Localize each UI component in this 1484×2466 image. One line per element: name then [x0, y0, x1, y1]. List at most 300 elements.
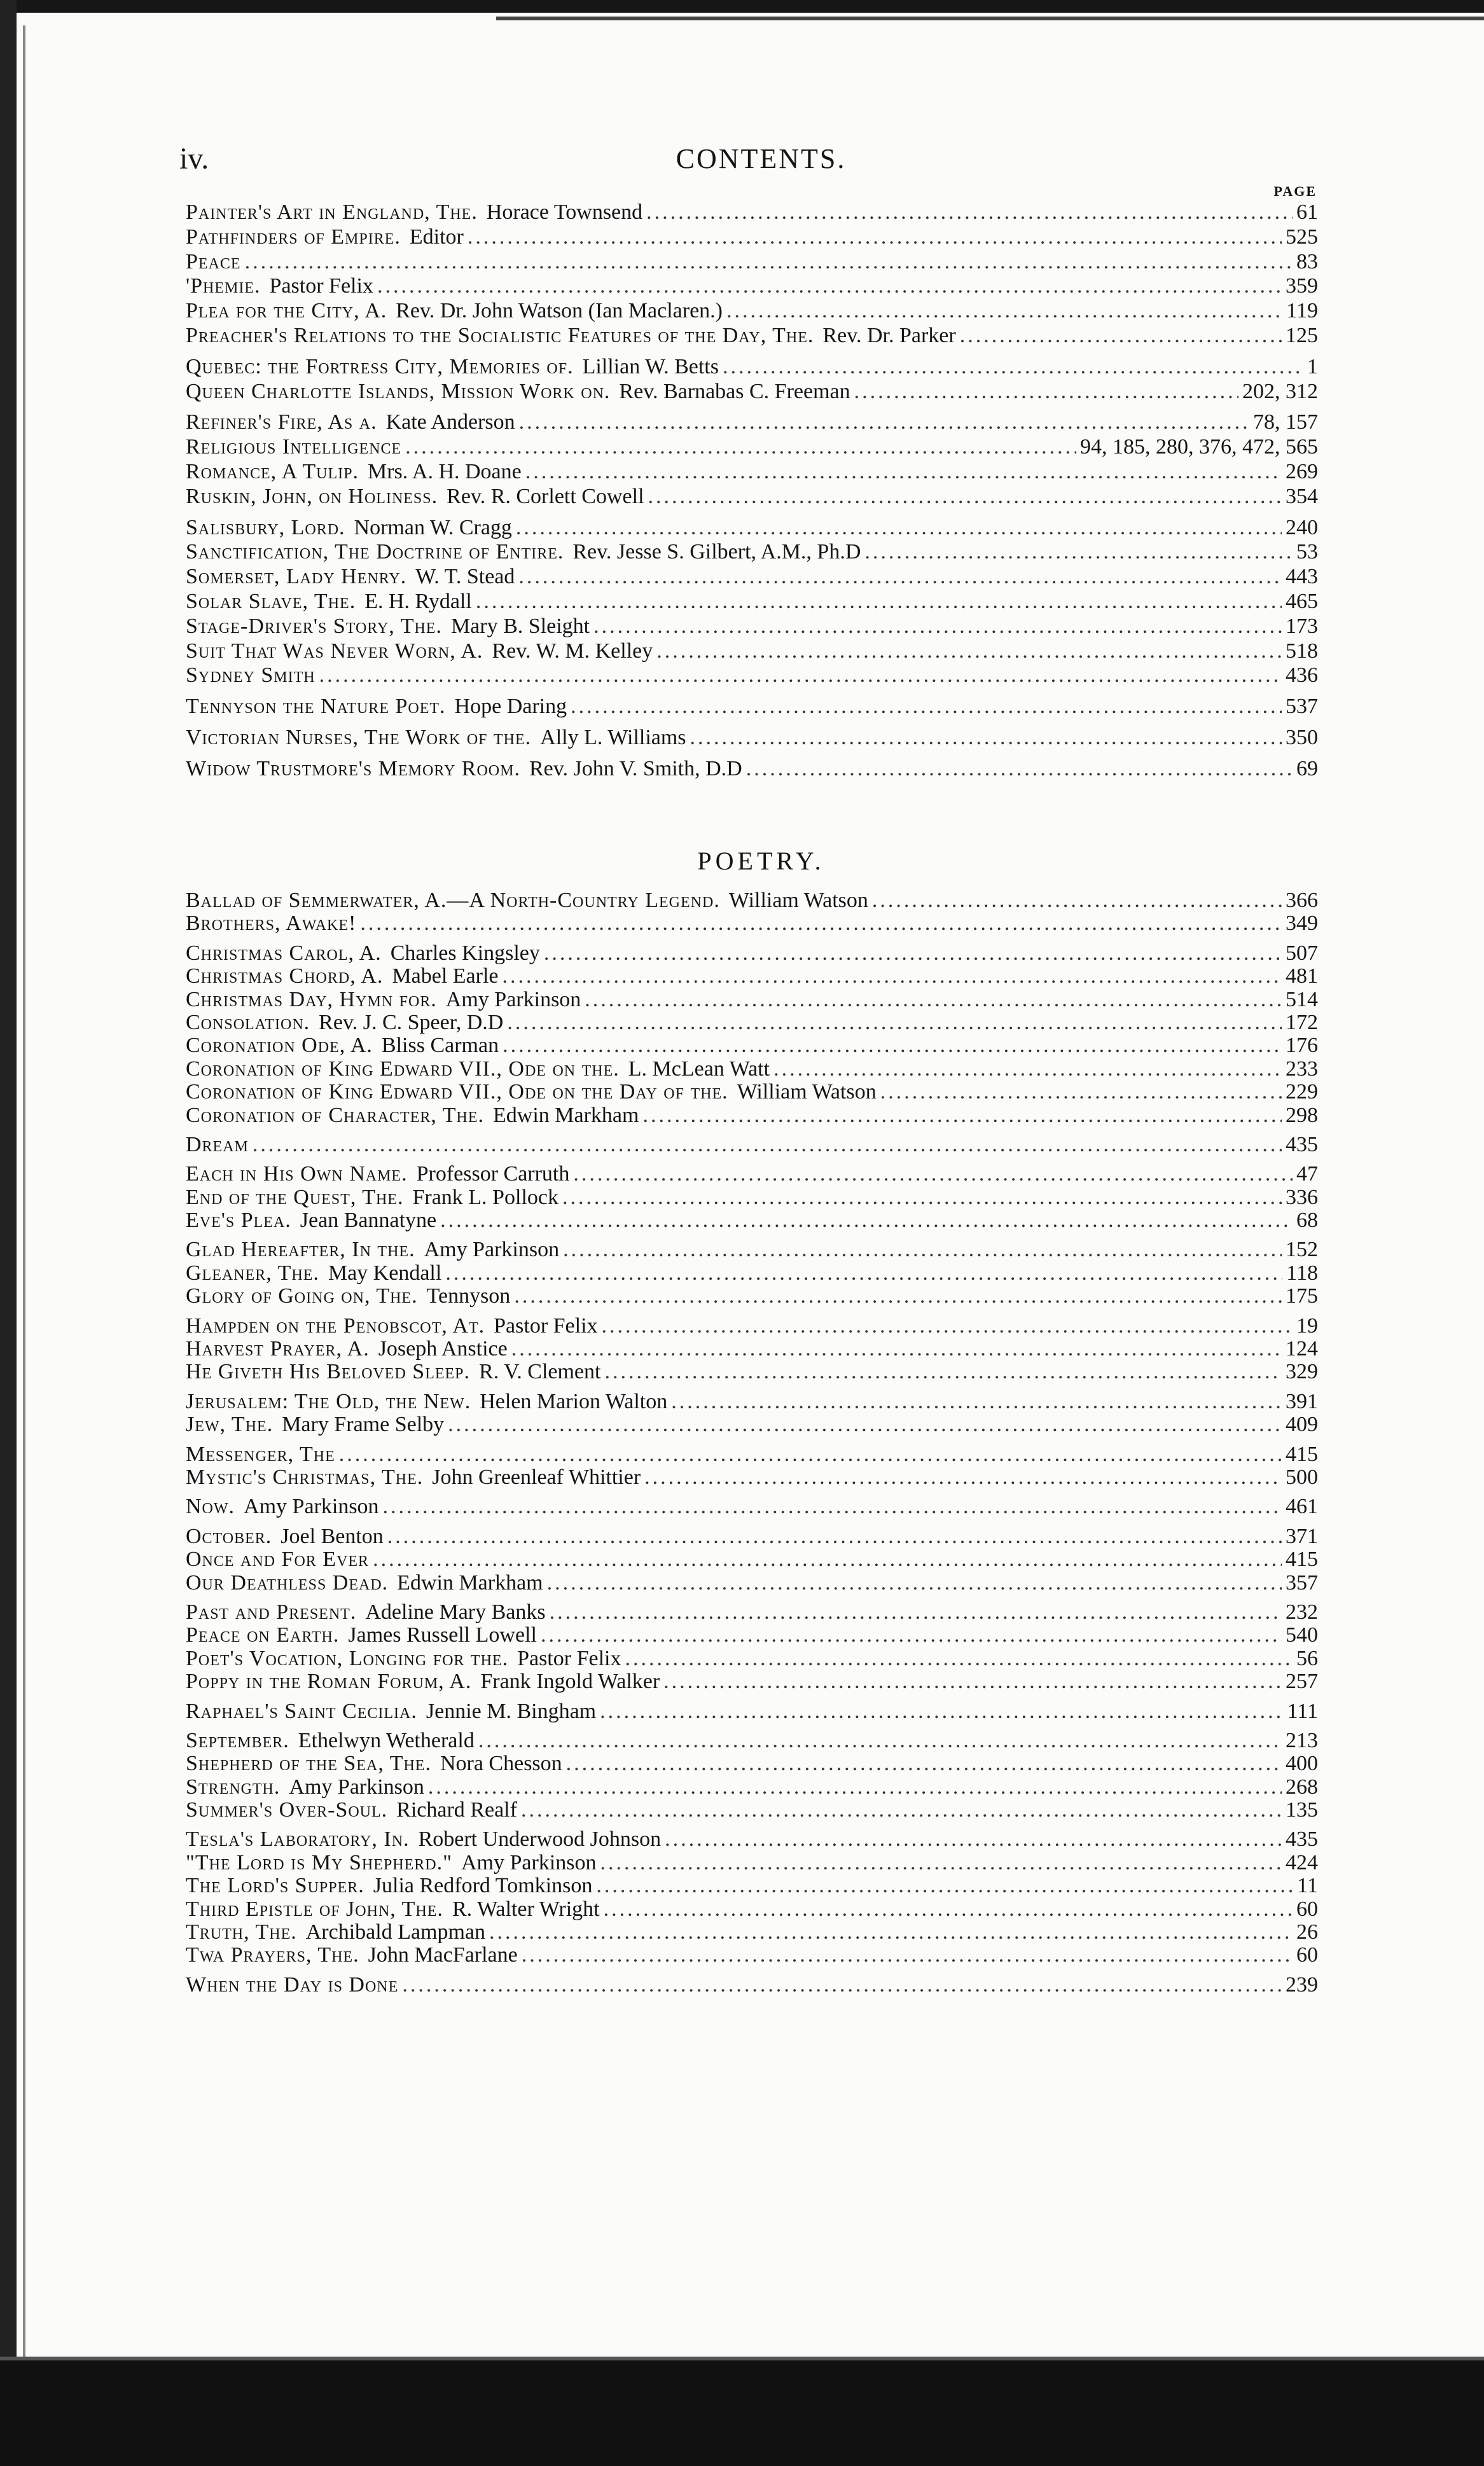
entry-title: Christmas Carol, A. — [186, 941, 382, 965]
entry-title: Jerusalem: The Old, the New. — [186, 1389, 471, 1413]
contents-entry — [186, 1852, 1318, 1874]
entry-title: When the Day is Done — [186, 1972, 399, 1997]
dot-leader — [319, 663, 1282, 688]
entry-author: Rev. Jesse S. Gilbert, A.M., Ph.D — [572, 540, 861, 564]
entry-title: Refiner's Fire, As a. — [186, 410, 377, 434]
dot-leader — [550, 1601, 1282, 1624]
entry-author: Amy Parkinson — [445, 987, 581, 1011]
contents-entry — [186, 1338, 1318, 1361]
entry-title: Harvest Prayer, A. — [186, 1337, 370, 1361]
entry-author: Joel Benton — [281, 1524, 384, 1548]
contents-entry — [186, 590, 1318, 614]
dot-leader — [502, 965, 1282, 988]
contents-entry — [186, 726, 1318, 751]
entry-page-number: 525 — [1286, 225, 1318, 249]
dot-leader — [468, 225, 1282, 250]
entry-title: Jew, The. — [186, 1413, 274, 1437]
contents-entry — [186, 355, 1318, 380]
contents-entry — [186, 942, 1318, 965]
entry-author: Charles Kingsley — [390, 941, 540, 965]
dot-leader — [245, 250, 1293, 275]
entry-title: Plea for the City, A. — [186, 299, 387, 323]
entry-page-number: 232 — [1286, 1600, 1318, 1624]
entry-title: Quebec: the Fortress City, Memories of. — [186, 354, 574, 378]
entry-title: Romance, A Tulip. — [186, 459, 359, 483]
contents-entry — [186, 540, 1318, 565]
contents-entry — [186, 1944, 1318, 1967]
dot-leader — [339, 1443, 1282, 1466]
dot-leader — [253, 1133, 1282, 1156]
dot-leader — [518, 565, 1282, 590]
dot-leader — [562, 1186, 1282, 1209]
dot-leader — [516, 516, 1282, 541]
contents-entry — [186, 410, 1318, 435]
entry-title: "The Lord is My Shepherd." — [186, 1850, 452, 1874]
entry-author: Rev. Barnabas C. Freeman — [619, 379, 850, 403]
dot-leader — [377, 274, 1282, 299]
entry-title: Preacher's Relations to the Socialistic Features of the Day, The. — [186, 323, 814, 347]
entry-page-number: 435 — [1286, 1132, 1318, 1156]
contents-entry — [186, 250, 1318, 275]
entry-title: Mystic's Christmas, The. — [186, 1465, 424, 1489]
contents-entry — [186, 565, 1318, 590]
dot-leader — [519, 410, 1249, 435]
entry-page-number: 500 — [1286, 1465, 1318, 1489]
contents-entry — [186, 1133, 1318, 1156]
entry-page-number: 336 — [1286, 1185, 1318, 1209]
entry-page-number: 465 — [1286, 589, 1318, 613]
dot-leader — [596, 1874, 1293, 1897]
entry-page-number: 172 — [1286, 1010, 1318, 1034]
contents-entry — [186, 1572, 1318, 1595]
entry-title: Brothers, Awake! — [186, 911, 357, 936]
contents-entry — [186, 639, 1318, 664]
dot-leader — [521, 1799, 1282, 1822]
entry-title: Coronation of Character, The. — [186, 1103, 485, 1127]
entry-page-number: 540 — [1286, 1623, 1318, 1647]
entry-title: Peace — [186, 249, 241, 274]
dot-leader — [445, 1262, 1282, 1285]
entry-author: William Watson — [728, 889, 868, 912]
entry-author: Amy Parkinson — [244, 1495, 379, 1519]
poetry-section-heading: POETRY. — [697, 847, 825, 875]
dot-leader — [522, 1944, 1293, 1967]
entry-page-number: 19 — [1296, 1313, 1318, 1338]
entry-page-number: 83 — [1296, 249, 1318, 274]
entry-page-number: 415 — [1286, 1442, 1318, 1466]
entry-title: Dream — [186, 1132, 249, 1156]
entry-author: May Kendall — [328, 1261, 442, 1285]
entry-title: Eve's Plea. — [186, 1209, 291, 1233]
dot-leader — [746, 757, 1293, 782]
contents-entry — [186, 1624, 1318, 1647]
entry-author: Ethelwyn Wetherald — [298, 1728, 475, 1752]
scan-left-border — [0, 0, 17, 2466]
dot-leader — [507, 1011, 1282, 1034]
entry-page-number: 47 — [1296, 1162, 1318, 1186]
contents-entry — [186, 1285, 1318, 1308]
dot-leader — [663, 1670, 1282, 1693]
page-column-label: PAGE — [1273, 183, 1317, 199]
entry-author: Mary Frame Selby — [282, 1413, 445, 1437]
contents-entry — [186, 1466, 1318, 1489]
entry-author: Mrs. A. H. Doane — [367, 459, 522, 483]
entry-title: Sanctification, The Doctrine of Entire. — [186, 540, 564, 564]
entry-page-number: 269 — [1286, 459, 1318, 483]
contents-entry — [186, 663, 1318, 688]
entry-page-number: 359 — [1286, 274, 1318, 298]
page-number: iv. — [179, 142, 209, 176]
dot-leader — [544, 942, 1282, 965]
contents-entry — [186, 1548, 1318, 1571]
entry-page-number: 119 — [1286, 299, 1318, 323]
entry-title: The Lord's Supper. — [186, 1874, 364, 1898]
dot-leader — [726, 299, 1282, 324]
entry-author: Rev. Dr. John Watson (Ian Maclaren.) — [396, 299, 723, 323]
entry-page-number: 60 — [1296, 1943, 1318, 1967]
entry-author: L. McLean Watt — [628, 1056, 770, 1081]
dot-leader — [665, 1828, 1282, 1851]
contents-entry — [186, 1799, 1318, 1822]
dot-leader — [478, 1729, 1282, 1752]
dot-leader — [604, 1898, 1293, 1921]
entry-page-number: 514 — [1286, 987, 1318, 1011]
contents-entry — [186, 274, 1318, 299]
dot-leader — [383, 1495, 1282, 1518]
dot-leader — [405, 435, 1076, 460]
entry-page-number: 53 — [1296, 540, 1318, 564]
entry-title: End of the Quest, The. — [186, 1185, 404, 1209]
entry-title: Our Deathless Dead. — [186, 1570, 389, 1595]
entry-page-number: 229 — [1286, 1080, 1318, 1104]
dot-leader — [593, 614, 1282, 639]
entry-page-number: 56 — [1296, 1646, 1318, 1670]
entry-title: Painter's Art in England, The. — [186, 200, 478, 224]
entry-title: October. — [186, 1524, 272, 1548]
contents-entry — [186, 1898, 1318, 1921]
entry-author: Helen Marion Walton — [480, 1389, 668, 1413]
contents-entry — [186, 1752, 1318, 1775]
contents-entry — [186, 1443, 1318, 1466]
contents-entry — [186, 1163, 1318, 1186]
entry-author: Amy Parkinson — [461, 1850, 597, 1874]
contents-entry — [186, 516, 1318, 541]
entry-author: Mary B. Sleight — [450, 614, 590, 638]
entry-title: September. — [186, 1728, 289, 1752]
dot-leader — [566, 1752, 1282, 1775]
dot-leader — [563, 1238, 1282, 1261]
entry-author: Pastor Felix — [269, 274, 373, 298]
dot-leader — [644, 1466, 1282, 1489]
entry-page-number: 329 — [1286, 1360, 1318, 1384]
dot-leader — [448, 1413, 1282, 1436]
entry-page-number: 68 — [1296, 1209, 1318, 1233]
contents-entry — [186, 1186, 1318, 1209]
entry-page-number: 213 — [1286, 1728, 1318, 1752]
entry-author: Rev. R. Corlett Cowell — [447, 484, 644, 508]
entry-page-number: 518 — [1286, 639, 1318, 663]
entry-page-number: 124 — [1286, 1337, 1318, 1361]
contents-entry — [186, 1262, 1318, 1285]
entry-author: Adeline Mary Banks — [365, 1600, 546, 1624]
scan-bottom-border — [0, 2357, 1484, 2466]
entry-title: Ballad of Semmerwater, A.—A North-Country Legend. — [186, 889, 720, 912]
entry-author: Robert Underwood Johnson — [418, 1827, 662, 1852]
entry-title: Twa Prayers, The. — [186, 1943, 359, 1967]
contents-entry — [186, 1700, 1318, 1723]
entry-author: W. T. Stead — [415, 565, 515, 589]
contents-entry — [186, 1209, 1318, 1232]
dot-leader — [854, 380, 1238, 405]
entry-page-number: 366 — [1286, 889, 1318, 912]
contents-entry — [186, 1874, 1318, 1897]
entry-author: Frank Ingold Walker — [480, 1670, 660, 1694]
page-title: CONTENTS. — [676, 143, 847, 174]
scan-top-border — [0, 0, 1484, 13]
contents-entry — [186, 1413, 1318, 1436]
entry-page-number: 125 — [1286, 323, 1318, 347]
dot-leader — [600, 1700, 1283, 1723]
dot-leader — [514, 1285, 1282, 1308]
entry-author: R. V. Clement — [479, 1360, 601, 1384]
entry-title: Past and Present. — [186, 1600, 357, 1624]
entry-author: Ally L. Williams — [540, 725, 686, 749]
dot-leader — [428, 1776, 1282, 1799]
dot-leader — [503, 1034, 1282, 1057]
entry-page-number: 481 — [1286, 964, 1318, 988]
entry-author: Julia Redford Tomkinson — [373, 1874, 593, 1898]
entry-title: Pathfinders of Empire. — [186, 225, 401, 249]
entry-title: Tennyson the Nature Poet. — [186, 695, 446, 719]
entry-author: Joseph Anstice — [378, 1337, 508, 1361]
contents-entry — [186, 200, 1318, 225]
entry-page-number: 61 — [1296, 200, 1318, 224]
entry-title: Raphael's Saint Cecilia. — [186, 1699, 417, 1723]
entry-page-number: 176 — [1286, 1034, 1318, 1058]
entry-author: Professor Carruth — [416, 1162, 570, 1186]
entry-page-number: 357 — [1286, 1570, 1318, 1595]
entry-author: Norman W. Cragg — [354, 515, 512, 539]
entry-author: Richard Realf — [396, 1798, 517, 1822]
dot-leader — [476, 590, 1282, 614]
entry-title: Consolation. — [186, 1010, 310, 1034]
contents-entry — [186, 1361, 1318, 1383]
contents-entry — [186, 1670, 1318, 1693]
entry-author: Bliss Carman — [381, 1034, 499, 1058]
scan-left-border-line — [23, 25, 25, 2466]
entry-page-number: 239 — [1286, 1972, 1318, 1997]
entry-page-number: 537 — [1286, 695, 1318, 719]
dot-leader — [880, 1081, 1282, 1104]
contents-entry — [186, 1495, 1318, 1518]
entry-author: R. Walter Wright — [452, 1897, 600, 1921]
entry-author: William Watson — [737, 1080, 877, 1104]
dot-leader — [671, 1390, 1282, 1413]
entry-title: Hampden on the Penobscot, At. — [186, 1313, 485, 1338]
entry-title: Tesla's Laboratory, In. — [186, 1827, 410, 1852]
entry-author: Edwin Markham — [493, 1103, 639, 1127]
dot-leader — [373, 1548, 1282, 1571]
entry-title: Sydney Smith — [186, 663, 316, 688]
contents-entry — [186, 757, 1318, 782]
dot-leader — [690, 726, 1282, 751]
entry-author: Jean Bannatyne — [300, 1209, 437, 1233]
entry-title: Glad Hereafter, In the. — [186, 1238, 415, 1262]
entry-page-number: 202, 312 — [1242, 379, 1318, 403]
entry-author: Kate Anderson — [385, 410, 515, 434]
contents-entry — [186, 1647, 1318, 1670]
contents-entry — [186, 889, 1318, 912]
dot-leader — [656, 639, 1282, 664]
entry-page-number: 69 — [1296, 756, 1318, 780]
contents-entry — [186, 299, 1318, 324]
entry-author: Pastor Felix — [494, 1313, 598, 1338]
entry-author: Mabel Earle — [392, 964, 499, 988]
entry-title: Shepherd of the Sea, The. — [186, 1752, 431, 1776]
entry-title: Solar Slave, The. — [186, 589, 356, 613]
contents-entry — [186, 1974, 1318, 1997]
entry-author: John MacFarlane — [368, 1943, 518, 1967]
dot-leader — [511, 1338, 1282, 1361]
entry-title: Coronation of King Edward VII., Ode on the. — [186, 1056, 620, 1081]
dot-leader — [387, 1525, 1282, 1548]
contents-entry — [186, 1011, 1318, 1034]
entry-author: Frank L. Pollock — [412, 1185, 558, 1209]
dot-leader — [773, 1058, 1282, 1081]
entry-author: Jennie M. Bingham — [426, 1699, 597, 1723]
poetry-contents-list — [186, 889, 1318, 1997]
entry-page-number: 424 — [1286, 1850, 1318, 1874]
contents-entry — [186, 1315, 1318, 1338]
entry-page-number: 1 — [1307, 354, 1318, 378]
entry-title: Summer's Over-Soul. — [186, 1798, 388, 1822]
entry-page-number: 349 — [1286, 911, 1318, 936]
dot-leader — [489, 1921, 1293, 1944]
entry-page-number: 11 — [1297, 1874, 1318, 1898]
entry-title: Victorian Nurses, The Work of the. — [186, 725, 532, 749]
entry-title: Christmas Chord, A. — [186, 964, 384, 988]
entry-title: He Giveth His Beloved Sleep. — [186, 1360, 471, 1384]
entry-page-number: 354 — [1286, 484, 1318, 508]
contents-entry — [186, 1776, 1318, 1799]
contents-entry — [186, 460, 1318, 485]
entry-title: Religious Intelligence — [186, 435, 402, 459]
entry-page-number: 350 — [1286, 725, 1318, 749]
prose-contents-list — [186, 200, 1318, 782]
contents-entry — [186, 1058, 1318, 1081]
entry-title: Stage-Driver's Story, The. — [186, 614, 442, 638]
entry-page-number: 111 — [1287, 1699, 1318, 1723]
entry-page-number: 507 — [1286, 941, 1318, 965]
entry-page-number: 118 — [1286, 1261, 1318, 1285]
contents-entry — [186, 1729, 1318, 1752]
dot-leader — [541, 1624, 1282, 1647]
contents-entry — [186, 1525, 1318, 1548]
entry-author: Lillian W. Betts — [582, 354, 719, 378]
contents-entry — [186, 965, 1318, 988]
entry-title: Christmas Day, Hymn for. — [186, 987, 437, 1011]
entry-author: Rev. J. C. Speer, D.D — [319, 1010, 504, 1034]
entry-page-number: 257 — [1286, 1670, 1318, 1694]
contents-entry — [186, 695, 1318, 719]
dot-leader — [864, 540, 1293, 565]
contents-entry — [186, 1238, 1318, 1261]
entry-title: Once and For Ever — [186, 1548, 370, 1572]
entry-author: Amy Parkinson — [424, 1238, 560, 1262]
dot-leader — [585, 988, 1282, 1011]
entry-title: Queen Charlotte Islands, Mission Work on. — [186, 379, 611, 403]
entry-title: Poet's Vocation, Longing for the. — [186, 1646, 509, 1670]
entry-title: Widow Trustmore's Memory Room. — [186, 756, 520, 780]
entry-page-number: 26 — [1296, 1920, 1318, 1944]
entry-page-number: 435 — [1286, 1827, 1318, 1852]
contents-entry — [186, 485, 1318, 509]
contents-entry — [186, 324, 1318, 349]
entry-title: Coronation of King Edward VII., Ode on the Day of the. — [186, 1080, 728, 1104]
entry-page-number: 409 — [1286, 1413, 1318, 1437]
entry-author: Archibald Lampman — [305, 1920, 486, 1944]
entry-author: Rev. W. M. Kelley — [492, 639, 653, 663]
entry-page-number: 152 — [1286, 1238, 1318, 1262]
entry-author: Hope Daring — [454, 695, 567, 719]
entry-title: Glory of Going on, The. — [186, 1284, 418, 1308]
entry-title: Salisbury, Lord. — [186, 515, 345, 539]
entry-page-number: 391 — [1286, 1389, 1318, 1413]
entry-title: Truth, The. — [186, 1920, 297, 1944]
entry-page-number: 135 — [1286, 1798, 1318, 1822]
entry-page-number: 298 — [1286, 1103, 1318, 1127]
entry-page-number: 436 — [1286, 663, 1318, 688]
entry-page-number: 94, 185, 280, 376, 472, 565 — [1080, 435, 1318, 459]
entry-page-number: 400 — [1286, 1752, 1318, 1776]
dot-leader — [602, 1315, 1293, 1338]
entry-author: Rev. Dr. Parker — [822, 323, 956, 347]
entry-title: Poppy in the Roman Forum, A. — [186, 1670, 472, 1694]
scan-bottom-border-edge — [0, 2357, 1484, 2360]
entry-page-number: 415 — [1286, 1548, 1318, 1572]
entry-title: Coronation Ode, A. — [186, 1034, 373, 1058]
entry-title: 'Phemie. — [186, 274, 261, 298]
entry-author: Editor — [409, 225, 464, 249]
dot-leader — [600, 1852, 1282, 1874]
contents-entry — [186, 1390, 1318, 1413]
entry-author: Pastor Felix — [517, 1646, 621, 1670]
entry-title: Suit That Was Never Worn, A. — [186, 639, 483, 663]
entry-page-number: 78, 157 — [1253, 410, 1318, 434]
contents-entry — [186, 1921, 1318, 1944]
entry-page-number: 240 — [1286, 515, 1318, 539]
entry-page-number: 461 — [1286, 1495, 1318, 1519]
dot-leader — [547, 1572, 1282, 1595]
contents-entry — [186, 1081, 1318, 1104]
entry-title: Now. — [186, 1495, 235, 1519]
contents-entry — [186, 380, 1318, 405]
dot-leader — [571, 695, 1282, 719]
dot-leader — [604, 1361, 1282, 1383]
contents-entry — [186, 1601, 1318, 1624]
dot-leader — [525, 460, 1282, 485]
entry-author: James Russell Lowell — [348, 1623, 537, 1647]
entry-author: Rev. John V. Smith, D.D — [529, 756, 742, 780]
contents-entry — [186, 1828, 1318, 1851]
entry-author: Edwin Markham — [397, 1570, 543, 1595]
dot-leader — [646, 200, 1293, 225]
dot-leader — [960, 324, 1282, 349]
dot-leader — [573, 1163, 1293, 1186]
entry-title: Third Epistle of John, The. — [186, 1897, 443, 1921]
dot-leader — [642, 1104, 1282, 1127]
entry-page-number: 233 — [1286, 1056, 1318, 1081]
